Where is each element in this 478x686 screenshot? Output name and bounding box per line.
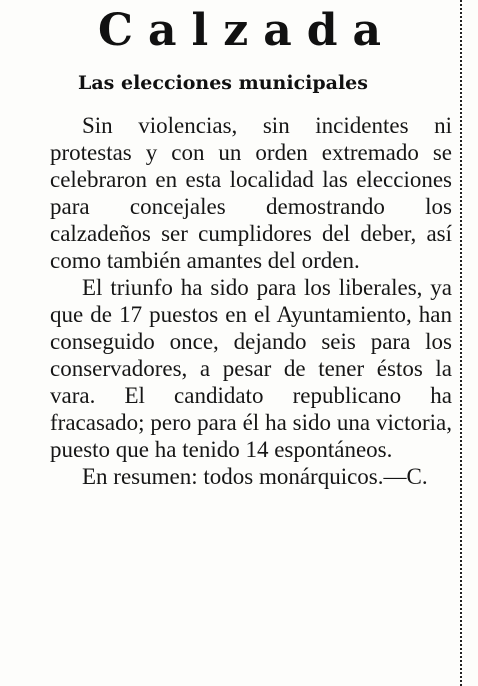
column-divider [460,0,462,686]
article-title: Calzada [98,5,397,56]
article-body [50,112,452,490]
article-subtitle: Las elecciones municipales [78,72,368,94]
paragraph-2: El triunfo ha sido para los liberales, ya que de 17 puestos en el Ayuntamiento, han conseguido once, dejando seis para los conservadores, a pesar de tener éstos la vara. El candidato republicano ha fracasado; pero para él ha sido una victoria, puesto que ha tenido 14 espontáneos. [50,275,452,462]
paragraph-1: Sin violencias, sin incidentes ni protestas y con un orden extremado se celebraron en esta localidad las elecciones para concejales demostrando los calzadeños ser cumplidores del deber, así como también amantes del orden. [50,113,452,273]
paragraph-3: En resumen: todos monárquicos.—C. [82,464,428,489]
